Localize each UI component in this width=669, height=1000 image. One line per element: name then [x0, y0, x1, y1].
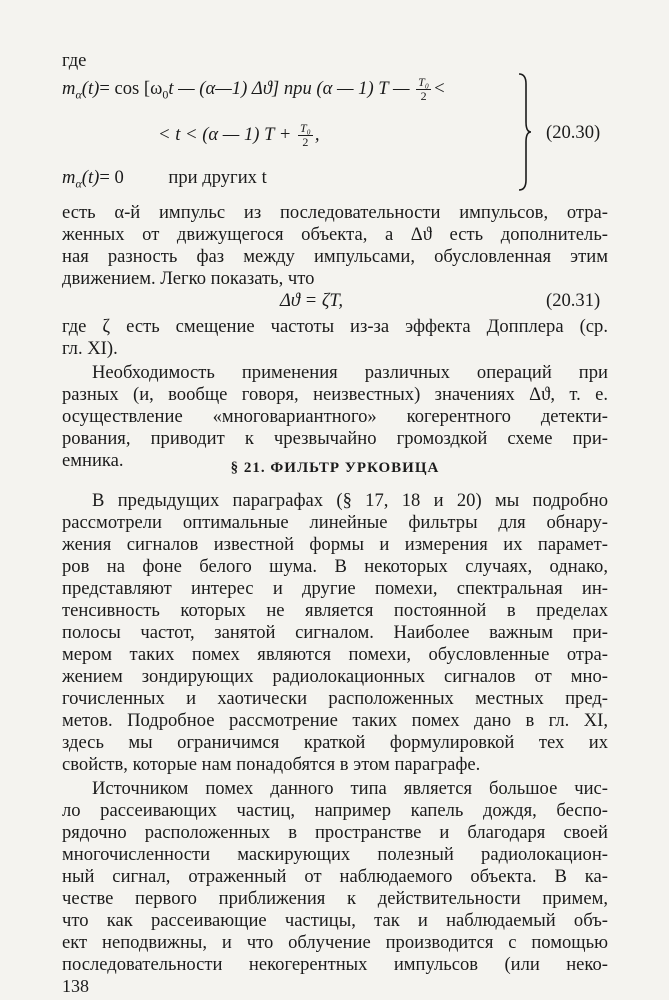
text-line: рядочно расположенных в пространстве и благодаря своей — [62, 822, 608, 843]
text-line: последовательности некогерентных импульсов (или неко- — [62, 954, 608, 975]
text-line: многочисленности маскирующих полезный радиолокацион- — [62, 844, 608, 865]
text-line: В предыдущих параграфах (§ 17, 18 и 20) мы подробно — [92, 490, 608, 511]
text-line: свойств, которые нам понадобятся в этом параграфе. — [62, 754, 481, 775]
text-line: жения сигналов известной формы и измерения их парамет- — [62, 534, 608, 555]
text-line: женных от движущегося объекта, а Δϑ есть дополнитель- — [62, 224, 608, 245]
eq-text: = 0 — [99, 167, 124, 188]
equation-20-31: Δϑ = ζT, — [280, 290, 344, 311]
fraction-numerator: T₀ — [299, 121, 311, 135]
equation-20-30-row-3 — [62, 166, 267, 196]
text-line: что как рассеивающие частицы, так и наблюдаемый объ- — [62, 910, 608, 931]
fraction — [298, 122, 313, 149]
text-line: ект неподвижны, и что облучение производится с помощью — [62, 932, 608, 953]
text-line: емника. — [62, 450, 124, 471]
text-line: где ζ есть смещение частоты из-за эффекта Допплера (ср. — [62, 316, 608, 337]
fraction-numerator: T₀ — [418, 75, 430, 89]
section-heading: § 21. ФИЛЬТР УРКОВИЦА — [230, 460, 440, 476]
equation-20-30-row-2 — [158, 122, 320, 149]
text-line: здесь мы ограничимся краткой формулировкой тех их — [62, 732, 608, 753]
text-line: ров на фоне белого шума. В некоторых случаях, однако, — [62, 556, 608, 577]
fraction-denominator: 2 — [420, 89, 427, 103]
eq-text: , — [314, 123, 320, 145]
eq-subscript: α — [75, 176, 82, 191]
equation-20-30-row-1 — [62, 76, 446, 106]
text-line: Необходимость применения различных операций при — [92, 362, 608, 383]
text-line: гочисленных и хаотически расположенных местных пред- — [62, 688, 608, 709]
text-line: тенсивность которых не является постоянной в пределах — [62, 600, 608, 621]
text-line: представляют интерес и другие помехи, спектральная ин- — [62, 578, 608, 599]
intro-word: где — [62, 50, 87, 71]
text-line: ная разность фаз между импульсами, обусловленная этим — [62, 246, 608, 267]
eq-symbol: m — [62, 77, 76, 99]
eq-text: = cos [ω — [99, 77, 163, 99]
text-line: рассмотрели оптимальные линейные фильтры для обнару- — [62, 512, 608, 533]
fraction — [416, 76, 431, 103]
text-line: ло рассеивающих частиц, например капель дождя, беспо- — [62, 800, 608, 821]
eq-text: < — [433, 77, 446, 99]
text-line: полосы частот, занятой сигналом. Наиболее важным при- — [62, 622, 608, 643]
eq-argument: (t) — [81, 77, 100, 99]
equation-number: (20.31) — [546, 290, 601, 311]
page-number: 138 — [62, 976, 89, 996]
text-line: ный сигнал, отраженный от наблюдаемого объекта. В ка- — [62, 866, 608, 887]
text-line: осуществление «многовариантного» когерентного детекти- — [62, 406, 608, 427]
fraction-denominator: 2 — [302, 135, 309, 149]
text-line: движением. Легко показать, что — [62, 268, 315, 289]
eq-subscript: 0 — [162, 87, 169, 102]
text-line: гл. XI). — [62, 338, 118, 359]
eq-text: < t < (α — 1) T + — [158, 123, 292, 145]
eq-condition: при других t — [168, 167, 267, 188]
text-line: есть α-й импульс из последовательности импульсов, отра- — [62, 202, 608, 223]
equation-number: (20.30) — [546, 122, 601, 143]
text-line: Источником помех данного типа является большое чис- — [92, 778, 608, 799]
text-line: честве первого приближения к действительности примем, — [62, 888, 608, 909]
eq-argument: (t) — [81, 167, 100, 188]
right-brace-icon — [516, 72, 532, 192]
text-line: метов. Подробное рассмотрение таких помех дано в гл. XI, — [62, 710, 608, 731]
text-line: мером таких помех являются помехи, обусловленные отра- — [62, 644, 608, 665]
eq-symbol: m — [62, 167, 76, 188]
text-line: разных (и, вообще говоря, неизвестных) значениях Δϑ, т. е. — [62, 384, 608, 405]
eq-subscript: α — [75, 87, 82, 102]
eq-text: t — (α—1) Δϑ] при (α — 1) T — — [168, 77, 410, 99]
text-line: рования, приводит к чрезвычайно громоздкой схеме при- — [62, 428, 608, 449]
text-line: жением зондирующих радиолокационных сигналов от мно- — [62, 666, 608, 687]
